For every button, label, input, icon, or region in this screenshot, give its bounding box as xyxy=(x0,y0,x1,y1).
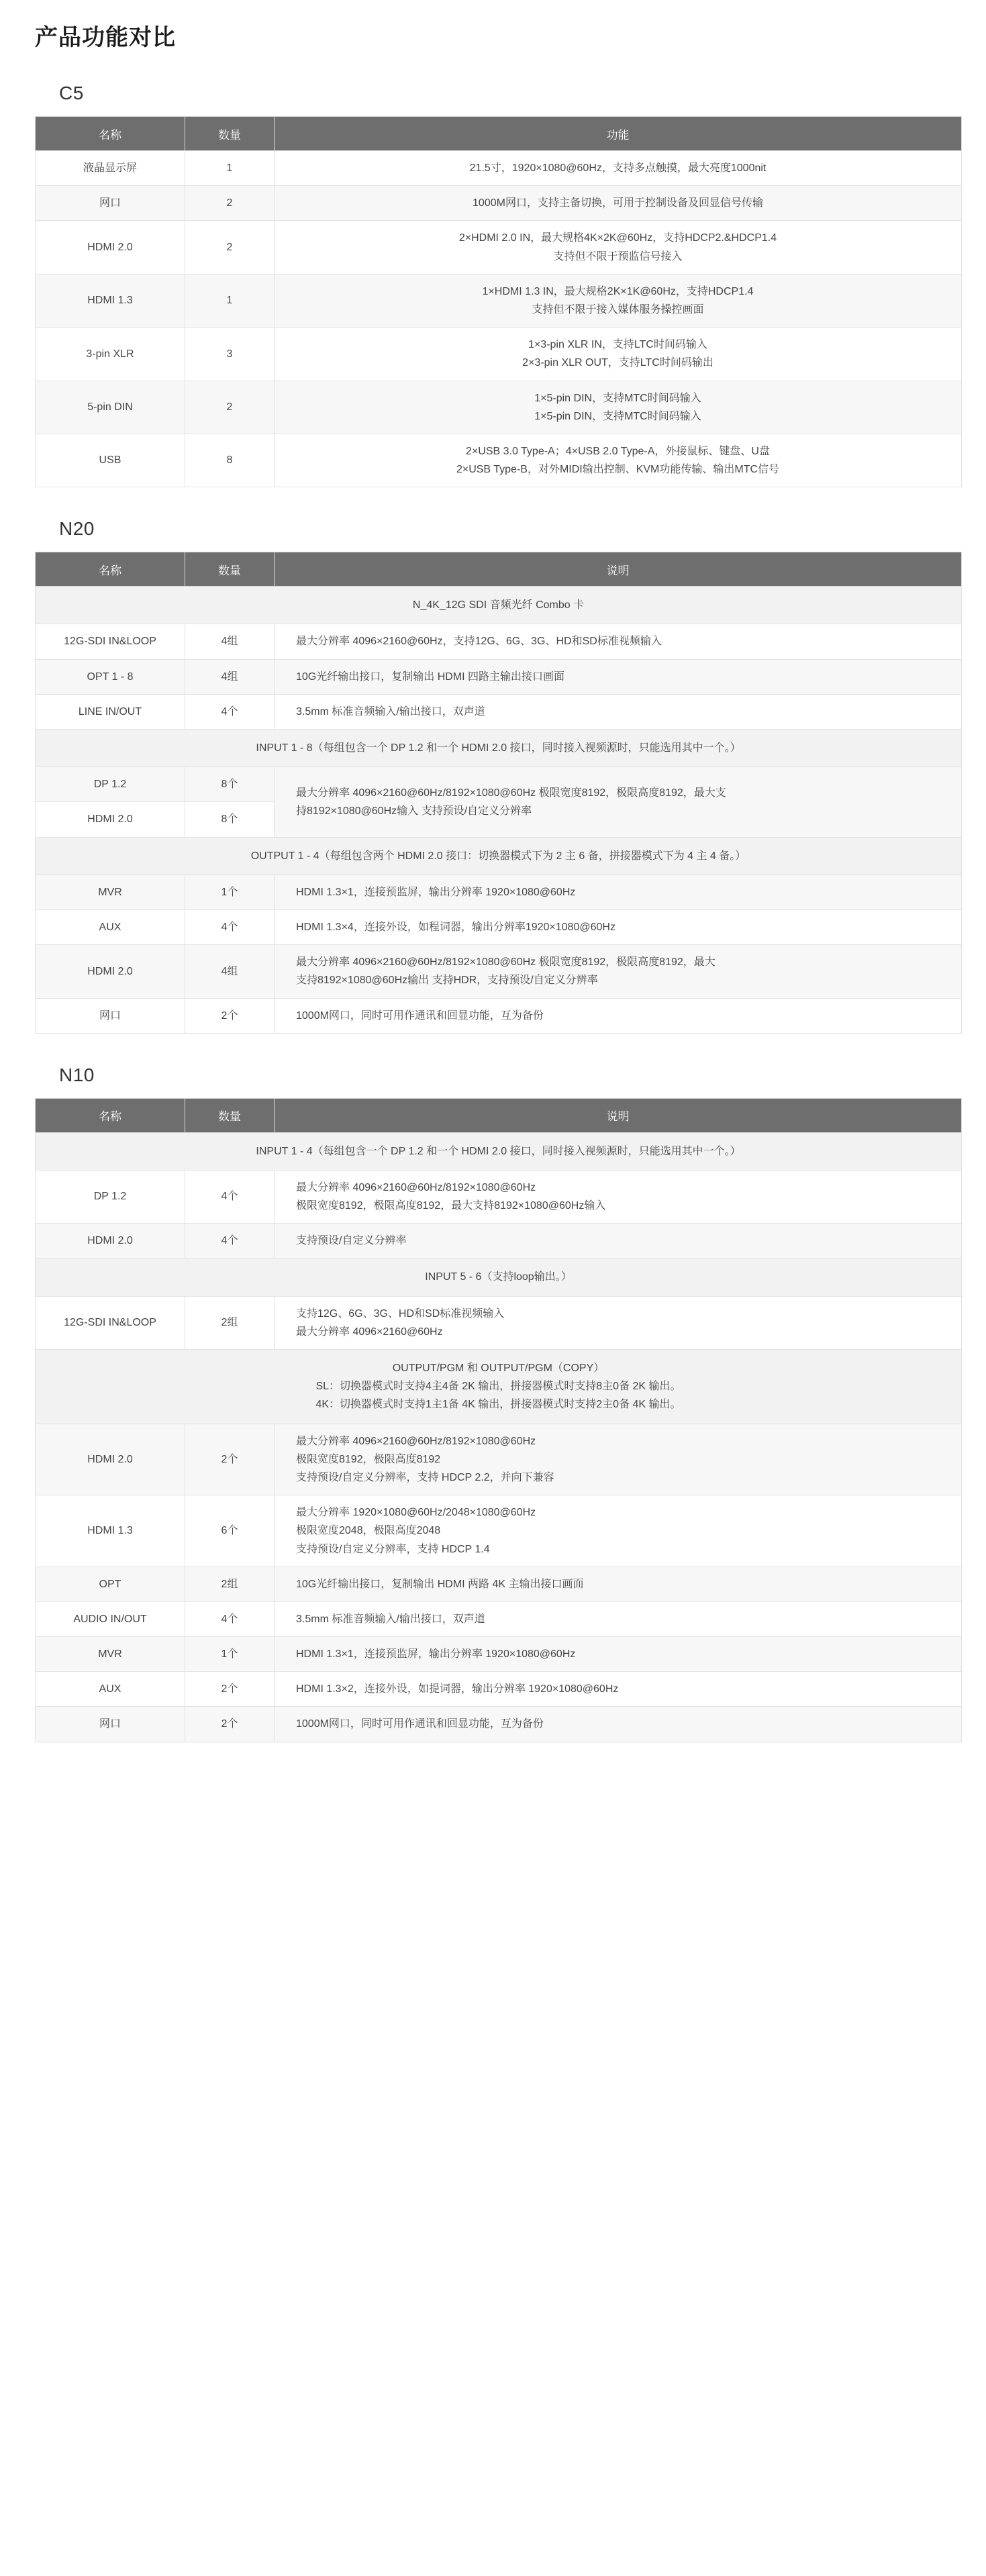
column-header-2: 说明 xyxy=(275,552,962,587)
description-line: 最大分辨率 4096×2160@60Hz/8192×1080@60Hz 极限宽度8192，极限高度8192，最大支 xyxy=(296,787,726,799)
cell-description xyxy=(275,274,962,327)
group-label-line: 4K：切换器模式时支持1主1备 4K 输出，拼接器模式时支持2主0备 4K 输出。 xyxy=(315,1399,681,1411)
cell-name: HDMI 2.0 xyxy=(36,1424,185,1495)
cell-description xyxy=(275,1170,962,1223)
group-row xyxy=(36,1132,962,1170)
description-line: 最大分辨率 4096×2160@60Hz xyxy=(296,1326,443,1338)
cell-name: MVR xyxy=(36,1637,185,1672)
description-line: 1×HDMI 1.3 IN，最大规格2K×1K@60Hz，支持HDCP1.4 xyxy=(482,285,754,297)
column-header-0: 名称 xyxy=(36,552,185,587)
table-row xyxy=(36,1170,962,1223)
table-row xyxy=(36,767,962,802)
cell-description xyxy=(275,767,962,837)
table-row xyxy=(36,624,962,659)
description-line: 最大分辨率 4096×2160@60Hz/8192×1080@60Hz 极限宽度8192，极限高度8192，最大 xyxy=(296,956,716,969)
cell-name: 5-pin DIN xyxy=(36,381,185,434)
description-line: HDMI 1.3×4，连接外设，如程词器，输出分辨率1920×1080@60Hz xyxy=(296,921,615,933)
cell-description xyxy=(275,1495,962,1567)
group-label-line: SL：切换器模式时支持4主4备 2K 输出，拼接器模式时支持8主0备 2K 输出。 xyxy=(315,1381,681,1393)
cell-name: 12G-SDI IN&LOOP xyxy=(36,1296,185,1349)
cell-quantity: 4组 xyxy=(185,624,275,659)
cell-description xyxy=(275,998,962,1033)
description-line: 1×5-pin DIN，支持MTC时间码输入 xyxy=(534,392,701,404)
description-line: 极限宽度8192，极限高度8192 xyxy=(296,1453,441,1465)
group-label: INPUT 1 - 4（每组包含一个 DP 1.2 和一个 HDMI 2.0 接口，同时接入视频源时，只能选用其中一个。） xyxy=(36,1132,962,1170)
group-row xyxy=(36,1350,962,1424)
cell-description xyxy=(275,1707,962,1742)
cell-quantity: 2个 xyxy=(185,1707,275,1742)
column-header-0: 名称 xyxy=(36,1098,185,1132)
cell-quantity: 2 xyxy=(185,381,275,434)
cell-description xyxy=(275,909,962,944)
group-row xyxy=(36,587,962,624)
cell-description xyxy=(275,1637,962,1672)
description-line: 2×3-pin XLR OUT，支持LTC时间码输出 xyxy=(522,357,713,369)
description-line: 2×USB Type-B，对外MIDI输出控制、KVM功能传输、输出MTC信号 xyxy=(456,464,780,476)
cell-description xyxy=(275,381,962,434)
table-header-row xyxy=(36,1098,962,1132)
description-line: 10G光纤输出接口，复制输出 HDMI 四路主输出接口画面 xyxy=(296,671,565,683)
group-row xyxy=(36,730,962,767)
section-title-n20: N20 xyxy=(59,518,95,540)
cell-quantity: 3 xyxy=(185,328,275,381)
table-row xyxy=(36,1424,962,1495)
column-header-1: 数量 xyxy=(185,552,275,587)
sections-container xyxy=(0,83,986,1742)
cell-name: AUX xyxy=(36,1672,185,1707)
cell-quantity: 6个 xyxy=(185,1495,275,1567)
group-row xyxy=(36,1258,962,1296)
cell-quantity: 4个 xyxy=(185,1601,275,1636)
table-row xyxy=(36,1567,962,1601)
cell-quantity: 4组 xyxy=(185,945,275,998)
cell-name: 12G-SDI IN&LOOP xyxy=(36,624,185,659)
spec-table-n20 xyxy=(35,552,962,1033)
table-row xyxy=(36,1637,962,1672)
table-row xyxy=(36,381,962,434)
cell-description xyxy=(275,1601,962,1636)
cell-name: MVR xyxy=(36,875,185,909)
table-row xyxy=(36,1601,962,1636)
cell-name: HDMI 2.0 xyxy=(36,221,185,274)
cell-name: 3-pin XLR xyxy=(36,328,185,381)
section-c5 xyxy=(0,83,986,487)
description-line: 2×HDMI 2.0 IN，最大规格4K×2K@60Hz，支持HDCP2.&HDCP1.4 xyxy=(458,232,777,244)
description-line: 支持但不限于接入媒体服务操控画面 xyxy=(532,303,704,315)
cell-name: HDMI 2.0 xyxy=(36,1224,185,1258)
cell-quantity: 8个 xyxy=(185,767,275,802)
group-row xyxy=(36,837,962,875)
table-row xyxy=(36,1495,962,1567)
table-row xyxy=(36,1224,962,1258)
cell-quantity: 1 xyxy=(185,151,275,186)
table-row xyxy=(36,328,962,381)
cell-name: USB xyxy=(36,434,185,487)
table-row xyxy=(36,875,962,909)
table-row xyxy=(36,659,962,694)
cell-name: HDMI 1.3 xyxy=(36,274,185,327)
cell-quantity: 1 xyxy=(185,274,275,327)
cell-name: OPT xyxy=(36,1567,185,1601)
description-line: 3.5mm 标准音频输入/输出接口，双声道 xyxy=(296,705,485,717)
description-line: 持8192×1080@60Hz输入 支持预设/自定义分辨率 xyxy=(296,805,532,817)
cell-quantity: 1个 xyxy=(185,1637,275,1672)
cell-quantity: 4个 xyxy=(185,694,275,729)
cell-name: DP 1.2 xyxy=(36,1170,185,1223)
table-row xyxy=(36,151,962,186)
table-row xyxy=(36,998,962,1033)
cell-quantity: 4组 xyxy=(185,659,275,694)
section-title-c5: C5 xyxy=(59,83,84,103)
cell-name: 网口 xyxy=(36,186,185,221)
table-row xyxy=(36,1296,962,1349)
description-line: 支持但不限于预监信号接入 xyxy=(553,250,683,262)
description-line: 极限宽度2048，极限高度2048 xyxy=(296,1525,441,1537)
page-title: 产品功能对比 xyxy=(35,25,176,50)
description-line: 21.5寸，1920×1080@60Hz，支持多点触摸，最大亮度1000nit xyxy=(469,162,767,174)
cell-quantity: 2组 xyxy=(185,1567,275,1601)
cell-name: 网口 xyxy=(36,1707,185,1742)
cell-description xyxy=(275,659,962,694)
description-line: 支持12G、6G、3G、HD和SD标准视频输入 xyxy=(296,1307,505,1320)
cell-quantity: 2组 xyxy=(185,1296,275,1349)
cell-description xyxy=(275,1424,962,1495)
cell-quantity: 2个 xyxy=(185,1672,275,1707)
cell-description xyxy=(275,694,962,729)
cell-quantity: 2 xyxy=(185,221,275,274)
description-line: HDMI 1.3×1，连接预监屏，输出分辨率 1920×1080@60Hz xyxy=(296,886,576,898)
cell-quantity: 8 xyxy=(185,434,275,487)
column-header-2: 功能 xyxy=(275,117,962,151)
cell-name: 液晶显示屏 xyxy=(36,151,185,186)
description-line: 2×USB 3.0 Type-A；4×USB 2.0 Type-A，外接鼠标、键盘、U盘 xyxy=(466,445,770,457)
table-row xyxy=(36,274,962,327)
cell-name: DP 1.2 xyxy=(36,767,185,802)
column-header-1: 数量 xyxy=(185,1098,275,1132)
description-line: 1000M网口，支持主备切换，可用于控制设备及回显信号传输 xyxy=(473,197,763,209)
description-line: 支持8192×1080@60Hz输出 支持HDR，支持预设/自定义分辨率 xyxy=(296,975,598,987)
cell-name: AUDIO IN/OUT xyxy=(36,1601,185,1636)
table-header-row xyxy=(36,552,962,587)
description-line: 最大分辨率 4096×2160@60Hz/8192×1080@60Hz xyxy=(296,1181,536,1193)
cell-name: OPT 1 - 8 xyxy=(36,659,185,694)
cell-name: AUX xyxy=(36,909,185,944)
cell-name: LINE IN/OUT xyxy=(36,694,185,729)
column-header-1: 数量 xyxy=(185,117,275,151)
description-line: 最大分辨率 1920×1080@60Hz/2048×1080@60Hz xyxy=(296,1507,536,1519)
spec-table-c5 xyxy=(35,116,962,487)
table-row xyxy=(36,1672,962,1707)
cell-name: HDMI 2.0 xyxy=(36,802,185,837)
cell-description xyxy=(275,151,962,186)
product-comparison-page xyxy=(0,19,986,1769)
cell-quantity: 2 xyxy=(185,186,275,221)
table-row xyxy=(36,434,962,487)
cell-quantity: 2个 xyxy=(185,998,275,1033)
group-label: INPUT 5 - 6（支持loop输出。） xyxy=(36,1258,962,1296)
cell-description xyxy=(275,945,962,998)
table-row xyxy=(36,221,962,274)
table-header-row xyxy=(36,117,962,151)
description-line: HDMI 1.3×2，连接外设，如提词器，输出分辨率 1920×1080@60Hz xyxy=(296,1683,619,1695)
description-line: 支持预设/自定义分辨率，支持 HDCP 1.4 xyxy=(296,1543,490,1555)
cell-quantity: 4个 xyxy=(185,909,275,944)
description-line: HDMI 1.3×1，连接预监屏，输出分辨率 1920×1080@60Hz xyxy=(296,1648,576,1661)
cell-quantity: 2个 xyxy=(185,1424,275,1495)
group-label xyxy=(36,1350,962,1424)
description-line: 1000M网口，同时可用作通讯和回显功能，互为备份 xyxy=(296,1718,544,1730)
table-row xyxy=(36,1707,962,1742)
cell-description xyxy=(275,328,962,381)
description-line: 支持预设/自定义分辨率 xyxy=(296,1235,407,1247)
table-row xyxy=(36,694,962,729)
description-line: 极限宽度8192，极限高度8192，最大支持8192×1080@60Hz输入 xyxy=(296,1200,606,1212)
bottom-spacer xyxy=(0,1742,986,1769)
cell-quantity: 8个 xyxy=(185,802,275,837)
table-row xyxy=(36,186,962,221)
group-label-line: OUTPUT/PGM 和 OUTPUT/PGM（COPY） xyxy=(392,1363,605,1374)
group-label: OUTPUT 1 - 4（每组包含两个 HDMI 2.0 接口：切换器模式下为 2 主 6 备，拼接器模式下为 4 主 4 备。） xyxy=(36,837,962,875)
cell-quantity: 4个 xyxy=(185,1224,275,1258)
column-header-0: 名称 xyxy=(36,117,185,151)
cell-description xyxy=(275,221,962,274)
cell-description xyxy=(275,624,962,659)
cell-description xyxy=(275,875,962,909)
section-title-n10: N10 xyxy=(59,1064,95,1085)
group-label: INPUT 1 - 8（每组包含一个 DP 1.2 和一个 HDMI 2.0 接口，同时接入视频源时，只能选用其中一个。） xyxy=(36,730,962,767)
cell-description xyxy=(275,1672,962,1707)
description-line: 3.5mm 标准音频输入/输出接口，双声道 xyxy=(296,1613,485,1625)
description-line: 1000M网口，同时可用作通讯和回显功能，互为备份 xyxy=(296,1009,544,1022)
cell-description xyxy=(275,1224,962,1258)
table-row xyxy=(36,945,962,998)
cell-description xyxy=(275,1567,962,1601)
table-row xyxy=(36,909,962,944)
group-label: N_4K_12G SDI 音频光纤 Combo 卡 xyxy=(36,587,962,624)
cell-quantity: 1个 xyxy=(185,875,275,909)
description-line: 支持预设/自定义分辨率，支持 HDCP 2.2，并向下兼容 xyxy=(296,1471,554,1483)
cell-quantity: 4个 xyxy=(185,1170,275,1223)
description-line: 最大分辨率 4096×2160@60Hz，支持12G、6G、3G、HD和SD标准视频输入 xyxy=(296,636,662,648)
column-header-2: 说明 xyxy=(275,1098,962,1132)
section-n20 xyxy=(0,518,986,1033)
cell-name: HDMI 2.0 xyxy=(36,945,185,998)
spec-table-n10 xyxy=(35,1098,962,1742)
description-line: 1×3-pin XLR IN，支持LTC时间码输入 xyxy=(528,339,707,351)
description-line: 1×5-pin DIN，支持MTC时间码输入 xyxy=(534,410,701,422)
section-n10 xyxy=(0,1064,986,1742)
cell-description xyxy=(275,434,962,487)
description-line: 10G光纤输出接口，复制输出 HDMI 两路 4K 主输出接口画面 xyxy=(296,1578,584,1590)
cell-name: HDMI 1.3 xyxy=(36,1495,185,1567)
cell-name: 网口 xyxy=(36,998,185,1033)
cell-description xyxy=(275,186,962,221)
cell-description xyxy=(275,1296,962,1349)
description-line: 最大分辨率 4096×2160@60Hz/8192×1080@60Hz xyxy=(296,1435,536,1447)
